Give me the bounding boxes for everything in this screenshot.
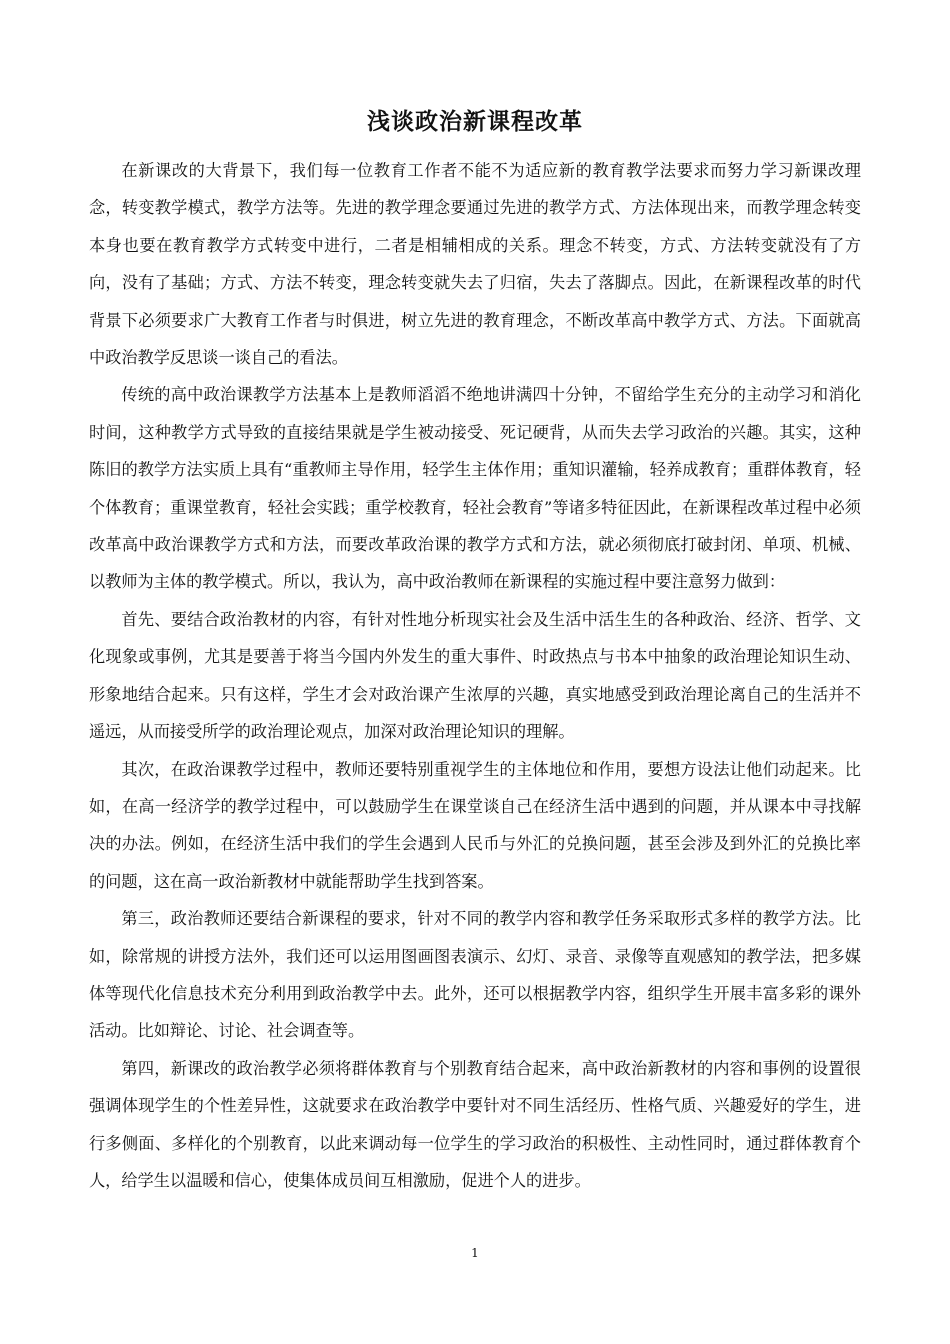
document-title: 浅谈政治新课程改革 — [367, 109, 583, 135]
paragraph-third-point: 第三，政治教师还要结合新课程的要求，针对不同的教学内容和教学任务采取形式多样的教学方法。比如，除常规的讲授方法外，我们还可以运用图画图表演示、幻灯、录音、录像等直观感知的教学法，把多媒体等现代化信息技术充分利用到政治教学中去。此外，还可以根据教学内容，组织学生开展丰富多彩的课外活动。比如辩论、讨论、社会调查等。 — [89, 909, 861, 1041]
paragraph-second-point: 其次，在政治课教学过程中，教师还要特别重视学生的主体地位和作用，要想方设法让他们动起来。比如，在高一经济学的教学过程中，可以鼓励学生在课堂谈自己在经济生活中遇到的问题，并从课本中寻找解决的办法。例如，在经济生活中我们的学生会遇到人民币与外汇的兑换问题，甚至会涉及到外汇的兑换比率的问题，这在高一政治新教材中就能帮助学生找到答案。 — [89, 759, 861, 891]
paragraph-intro: 在新课改的大背景下，我们每一位教育工作者不能不为适应新的教育教学法要求而努力学习新课改理念，转变教学模式，教学方法等。先进的教学理念要通过先进的教学方式、方法体现出来，而教学理念转变本身也要在教育教学方式转变中进行，二者是相辅相成的关系。理念不转变，方式、方法转变就没有了方向，没有了基础；方式、方法不转变，理念转变就失去了归宿，失去了落脚点。因此，在新课程改革的时代背景下必须要求广大教育工作者与时俱进，树立先进的教育理念，不断改革高中教学方式、方法。下面就高中政治教学反思谈一谈自己的看法。 — [89, 161, 861, 368]
paragraph-first-point: 首先、要结合政治教材的内容，有针对性地分析现实社会及生活中活生生的各种政治、经济、哲学、文化现象或事例，尤其是要善于将当今国内外发生的重大事件、时政热点与书本中抽象的政治理论知识生动、形象地结合起来。只有这样，学生才会对政治课产生浓厚的兴趣，真实地感受到政治理论离自己的生活并不遥远，从而接受所学的政治理论观点，加深对政治理论知识的理解。 — [89, 609, 861, 742]
document-body — [89, 152, 861, 1199]
paragraph-fourth-point: 第四，新课改的政治教学必须将群体教育与个别教育结合起来，高中政治新教材的内容和事例的设置很强调体现学生的个性差异性，这就要求在政治教学中要针对不同生活经历、性格气质、兴趣爱好的学生，进行多侧面、多样化的个别教育，以此来调动每一位学生的学习政治的积极性、主动性同时，通过群体教育个人，给学生以温暖和信心，使集体成员间互相激励，促进个人的进步。 — [89, 1058, 861, 1190]
page-number: 1 — [471, 1246, 479, 1260]
paragraph-traditional-method: 传统的高中政治课教学方法基本上是教师滔滔不绝地讲满四十分钟，不留给学生充分的主动学习和消化时间，这种教学方式导致的直接结果就是学生被动接受、死记硬背，从而失去学习政治的兴趣。其实，这种陈旧的教学方法实质上具有“重教师主导作用，轻学生主体作用；重知识灌输，轻养成教育；重群体教育，轻个体教育；重课堂教育，轻社会实践；重学校教育，轻社会教育”等诸多特征因此，在新课程改革过程中必须改革高中政治课教学方式和方法，而要改革政治课的教学方式和方法，就必须彻底打破封闭、单项、机械、以教师为主体的教学模式。所以，我认为，高中政治教师在新课程的实施过程中要注意努力做到： — [89, 385, 861, 592]
